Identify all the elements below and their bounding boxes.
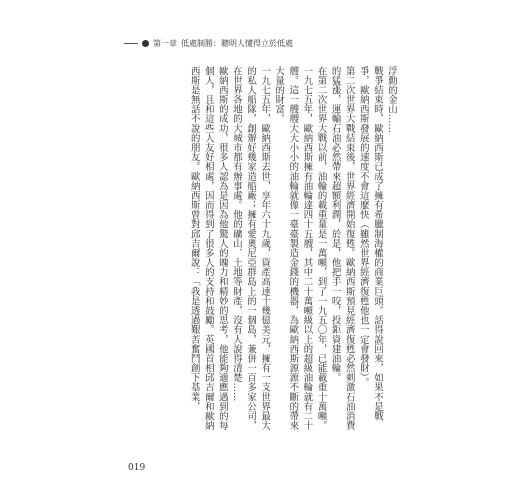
paragraph-6: 歐納西斯的成功，很多人認為是因為他驚人的魄力和精妙的思考，他能夠適應遇到的每個人，且和這些人友好相處，因而得到了很多人的支持和鼓勵。英國首相邱吉爾和歐納西斯是無話不說的朋友。歐納西斯曾對邱吉爾說：「我是透過艱苦奮鬥創下基業， [188,66,228,431]
chapter-title: 低處制勝：聰明人懂得立於低處 [181,39,293,48]
body-text [148,66,398,436]
paragraph-5: 一九七五年，歐納西斯去世，享年六十九歲，資產高達十幾億美元，擁有一支世界最大的私人船隊，創辦好幾家造船廠；擁有愛奧尼亞群島上的一個島，兼併一百多家公司，在世界各地的大城市都有辦事處。他的礦山、土地等財產，沒有人說得清楚…… [230,66,271,431]
paragraph-1: 浮動的金山…… [386,66,397,134]
paragraph-2: 戰爭結束時，歐納西斯已成了擁有希臘制海權的商業巨頭。話得說回來，如果不是戰爭，歐納西斯發展的速度不會這麼快（雖然世界經濟復甦他也一定會發財）。 [357,66,383,421]
page-number: 019 [128,463,146,473]
header-rule [124,43,138,44]
chapter-label: 第一章 [153,39,177,48]
header-bullet-icon [142,40,149,47]
paragraph-3: 第二次世界大戰結束後，世界經濟開始復甦。歐納西斯預見經濟復甦必然刺激石油消費的猛漲，運輸石油必然帶來超額利潤，於是，他把手一咬，投鉅資建油輪。 [329,66,355,431]
running-header [124,38,293,49]
paragraph-4: 在第二次世界大戰以前，油輪的載重量是一萬噸，到了一九五〇年，已能載重十萬噸。一九七五年，歐納西斯擁有油輪達四十五艘，其中二十萬噸級以上的超級油輪就有二十艘。這一艘艘大大小小的油輪就像一臺臺製造金錢的機器，為歐納西斯源源不斷的帶來大量的財富。 [273,66,327,431]
